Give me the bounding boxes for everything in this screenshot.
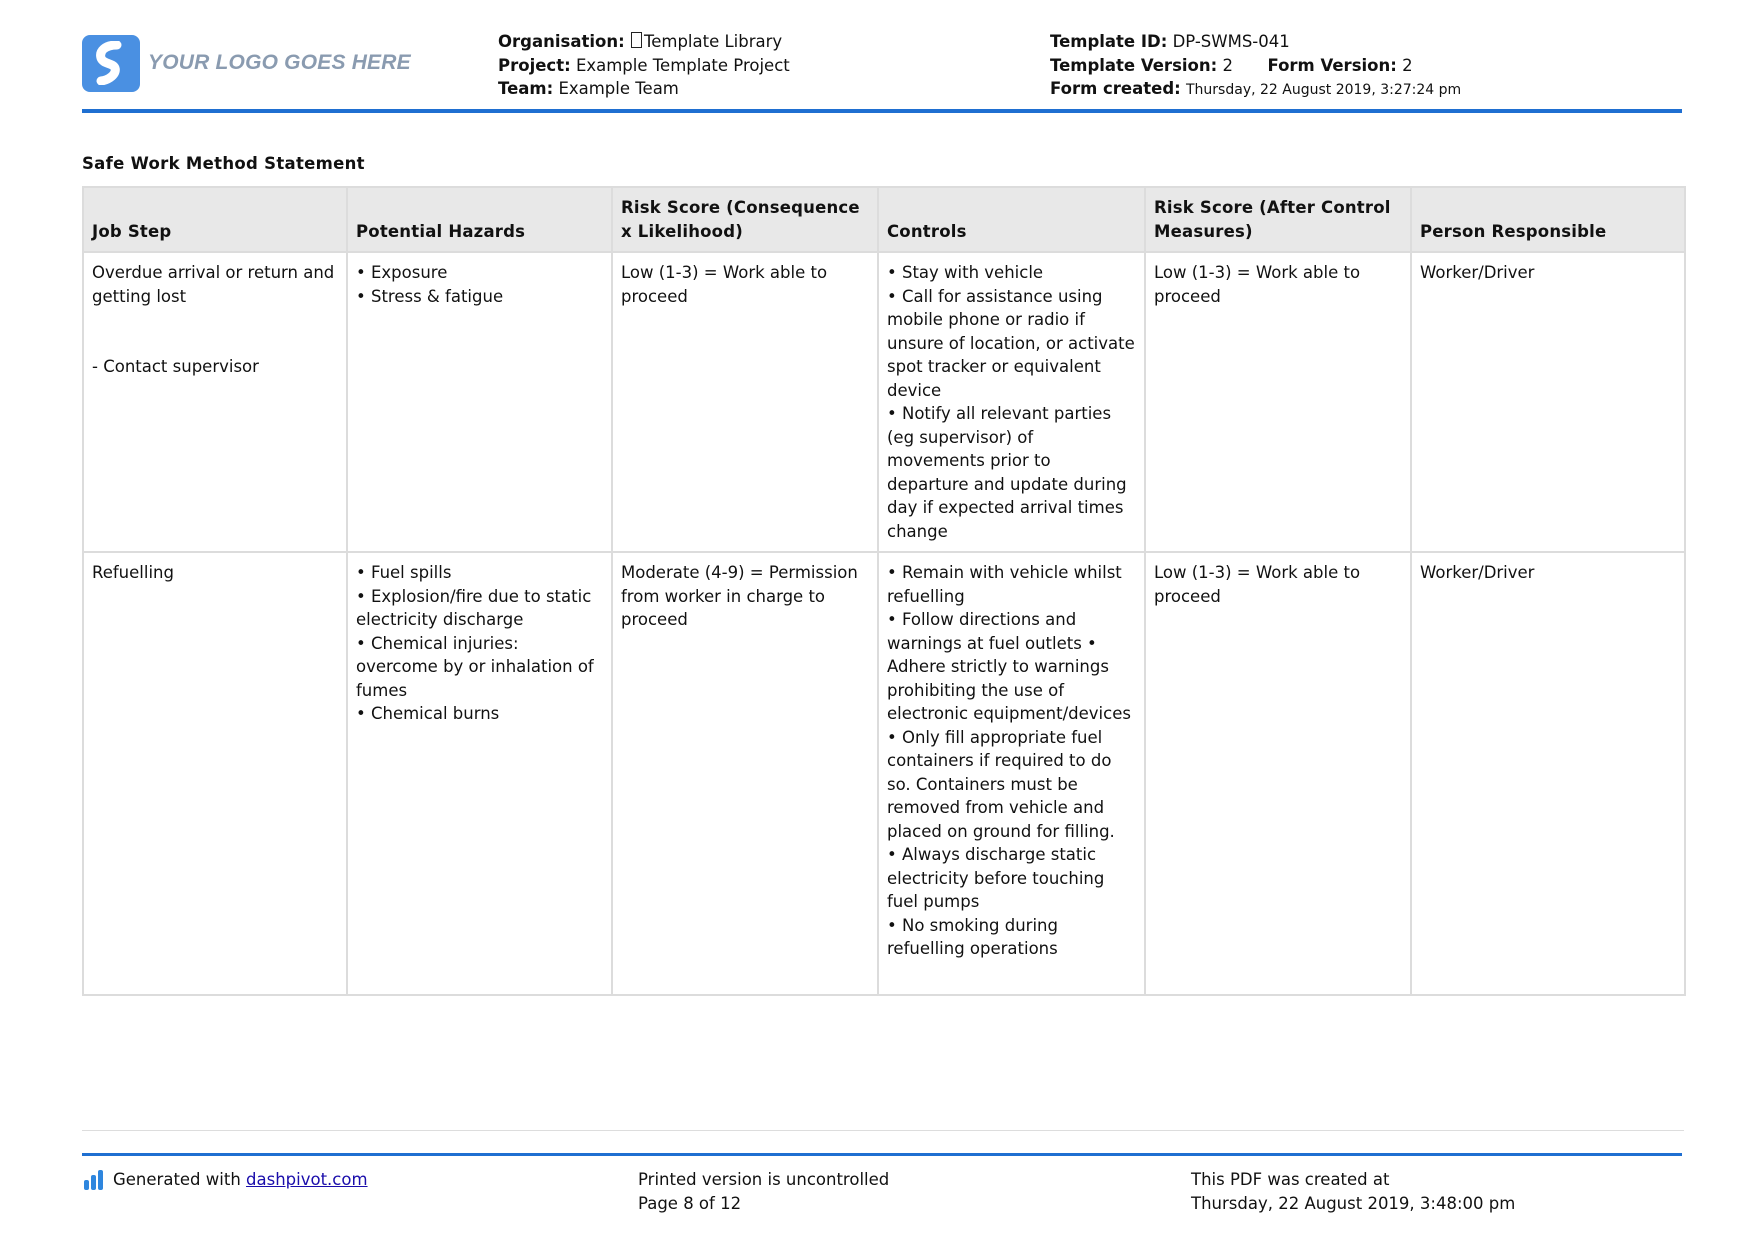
- person-responsible-cell: Worker/Driver: [1411, 552, 1685, 995]
- hazard-item: • Exposure: [356, 263, 448, 282]
- column-header-person-responsible: Person Responsible: [1411, 187, 1685, 252]
- footer-print-info: [638, 1168, 889, 1215]
- risk-before-cell: Moderate (4-9) = Permission from worker in charge to proceed: [612, 552, 878, 995]
- table-header-row: [83, 187, 1685, 252]
- column-header-risk-score-before: Risk Score (Consequence x Likelihood): [612, 187, 878, 252]
- column-header-risk-score-after: Risk Score (After Control Measures): [1145, 187, 1411, 252]
- pdf-created-value: Thursday, 22 August 2019, 3:48:00 pm: [1191, 1193, 1516, 1213]
- pdf-created-label: This PDF was created at: [1191, 1170, 1390, 1189]
- hazards-cell: [347, 252, 612, 552]
- control-item: • Stay with vehicle: [887, 263, 1044, 282]
- controls-cell: [878, 552, 1145, 995]
- form-version-label: Form Version:: [1267, 55, 1397, 75]
- hazard-item: • Chemical injuries: overcome by or inhalation of fumes: [356, 633, 594, 700]
- column-header-potential-hazards: Potential Hazards: [347, 187, 612, 252]
- table-row: [83, 552, 1685, 995]
- template-id-label: Template ID:: [1050, 32, 1168, 51]
- form-created-label: Form created:: [1050, 79, 1181, 98]
- template-version-value: 2: [1222, 55, 1233, 75]
- job-step-note: - Contact supervisor: [92, 357, 259, 376]
- footer-generated: [84, 1168, 368, 1192]
- uncontrolled-notice: Printed version is uncontrolled: [638, 1170, 890, 1189]
- page-header: [82, 28, 1682, 108]
- dashpivot-bars-icon: [84, 1170, 105, 1190]
- dashpivot-link[interactable]: dashpivot.com: [246, 1170, 368, 1189]
- job-step-cell: [83, 252, 347, 552]
- form-created-value: Thursday, 22 August 2019, 3:27:24 pm: [1186, 82, 1462, 98]
- hazard-item: • Explosion/fire due to static electricity discharge: [356, 586, 592, 629]
- footer-thin-divider: [82, 1130, 1684, 1131]
- control-item: • Remain with vehicle whilst refuelling: [887, 563, 1122, 606]
- column-header-job-step: Job Step: [83, 187, 347, 252]
- control-item: • Call for assistance using mobile phone or radio if unsure of location, or activate spot tracker or equivalent device: [887, 286, 1135, 400]
- hazard-item: • Stress & fatigue: [356, 286, 504, 306]
- project-value: Example Template Project: [575, 55, 790, 75]
- logo-mark-icon: [82, 35, 140, 92]
- team-line: [498, 77, 790, 101]
- organisation-value: Template Library: [643, 32, 783, 51]
- control-item: • Always discharge static electricity before touching fuel pumps: [887, 845, 1105, 911]
- column-header-controls: Controls: [878, 187, 1145, 252]
- risk-before-cell: Low (1-3) = Work able to proceed: [612, 252, 878, 552]
- risk-after-cell: Low (1-3) = Work able to proceed: [1145, 252, 1411, 552]
- company-logo: [82, 34, 411, 92]
- header-template-info: [1050, 30, 1461, 103]
- person-responsible-cell: Worker/Driver: [1411, 252, 1685, 552]
- section-title: Safe Work Method Statement: [82, 154, 365, 173]
- control-item: • No smoking during refuelling operations: [887, 915, 1058, 958]
- team-label: Team:: [498, 79, 554, 98]
- organisation-label: Organisation:: [498, 32, 625, 51]
- template-id-line: [1050, 30, 1461, 54]
- page-number: Page 8 of 12: [638, 1193, 742, 1213]
- generated-prefix: Generated with: [113, 1170, 247, 1189]
- header-project-info: [498, 30, 790, 101]
- control-item: • Only fill appropriate fuel containers if required to do so. Containers must be removed from vehicle and placed on ground for filling.: [887, 727, 1115, 841]
- job-step-text: Overdue arrival or return and getting lost: [92, 263, 335, 306]
- controls-cell: [878, 252, 1145, 552]
- hazard-item: • Chemical burns: [356, 704, 500, 723]
- table-row: [83, 252, 1685, 552]
- job-step-text: Refuelling: [92, 563, 174, 582]
- form-version-value: 2: [1402, 55, 1413, 75]
- control-item: • Follow directions and warnings at fuel outlets • Adhere strictly to warnings prohibiting the use of electronic equipment/devices: [887, 610, 1131, 723]
- hazard-item: • Fuel spills: [356, 563, 452, 582]
- footer-divider: [82, 1153, 1682, 1156]
- organisation-line: [498, 30, 790, 54]
- organisation-icon: [631, 32, 642, 48]
- header-divider: [82, 109, 1682, 113]
- project-label: Project:: [498, 55, 571, 75]
- hazards-cell: [347, 552, 612, 995]
- job-step-cell: [83, 552, 347, 995]
- form-created-line: [1050, 77, 1461, 103]
- swms-table: [82, 186, 1686, 996]
- project-line: [498, 54, 790, 78]
- version-line: [1050, 54, 1461, 78]
- footer-created-info: [1191, 1168, 1515, 1215]
- risk-after-cell: Low (1-3) = Work able to proceed: [1145, 552, 1411, 995]
- logo-placeholder-text: YOUR LOGO GOES HERE: [148, 51, 411, 74]
- team-value: Example Team: [558, 79, 679, 98]
- template-id-value: DP-SWMS-041: [1172, 32, 1290, 51]
- control-item: • Notify all relevant parties (eg supervisor) of movements prior to departure and update during day if expected arrival times change: [887, 404, 1127, 541]
- template-version-label: Template Version:: [1050, 55, 1218, 75]
